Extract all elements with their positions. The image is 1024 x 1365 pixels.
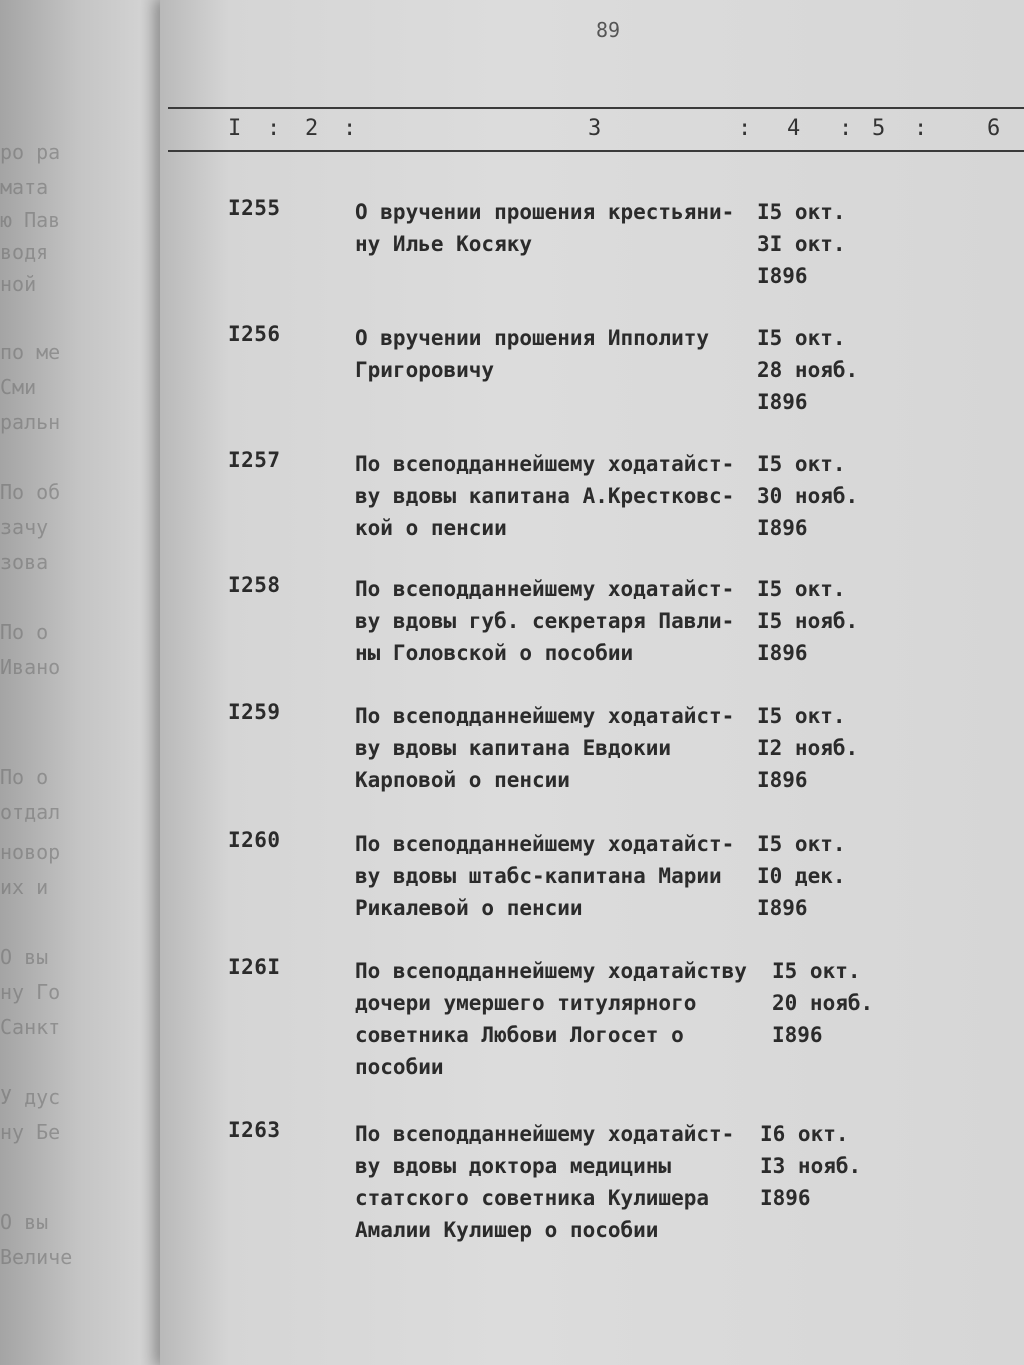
entry-description	[355, 448, 755, 544]
description-line: Карповой о пенсии	[355, 768, 570, 792]
description-line: ны Головской о пособии	[355, 641, 634, 665]
entry-dates	[757, 700, 858, 796]
description-line: статского советника Кулишера	[355, 1186, 710, 1210]
column-header-3: 3	[588, 116, 602, 141]
description-line: По всеподданнейшему ходатайст-	[355, 832, 735, 856]
entry-number: I263	[228, 1118, 281, 1142]
entry-description	[355, 700, 755, 796]
entry-dates	[757, 448, 858, 544]
entry-dates	[757, 322, 858, 418]
description-line: По всеподданнейшему ходатайст-	[355, 577, 735, 601]
entry-dates	[757, 828, 846, 924]
year: I896	[757, 641, 808, 665]
header-rule-top	[168, 107, 1024, 109]
entry-number: I26I	[228, 955, 281, 979]
end-date: I2 нояб.	[757, 736, 859, 760]
description-line: По всеподданнейшему ходатайст-	[355, 1122, 735, 1146]
end-date: 28 нояб.	[757, 358, 859, 382]
start-date: I5 окт.	[757, 452, 846, 476]
entry-description	[355, 322, 755, 386]
entry-description	[355, 573, 755, 669]
year: I896	[757, 264, 808, 288]
entry-number: I257	[228, 448, 281, 472]
entry-dates	[757, 573, 858, 669]
page-number: 89	[596, 18, 621, 42]
entry-description	[355, 1118, 755, 1246]
description-line: По всеподданнейшему ходатайст-	[355, 704, 735, 728]
column-header-2: 2	[305, 116, 319, 141]
column-separator: :	[738, 116, 752, 141]
header-rule-bottom	[168, 150, 1024, 152]
description-line: Рикалевой о пенсии	[355, 896, 583, 920]
entry-description	[355, 196, 755, 260]
start-date: I5 окт.	[757, 704, 846, 728]
description-line: ву вдовы доктора медицины	[355, 1154, 672, 1178]
entry-number: I258	[228, 573, 281, 597]
year: I896	[757, 896, 808, 920]
description-line: кой о пенсии	[355, 516, 507, 540]
column-header-1: I	[228, 116, 242, 141]
entry-number: I260	[228, 828, 281, 852]
column-separator: :	[267, 116, 281, 141]
start-date: I5 окт.	[757, 577, 846, 601]
description-line: Григоровичу	[355, 358, 495, 382]
description-line: ву вдовы штабс-капитана Марии	[355, 864, 722, 888]
entry-description	[355, 828, 755, 924]
year: I896	[757, 516, 808, 540]
start-date: I5 окт.	[772, 959, 861, 983]
entry-number: I259	[228, 700, 281, 724]
column-header-5: 5	[872, 116, 886, 141]
end-date: I3 нояб.	[760, 1154, 862, 1178]
description-line: советника Любови Логосет о	[355, 1023, 684, 1047]
description-line: дочери умершего титулярного	[355, 991, 697, 1015]
description-line: ну Илье Косяку	[355, 232, 533, 256]
entry-number: I256	[228, 322, 281, 346]
end-date: 3I окт.	[757, 232, 846, 256]
entry-dates	[760, 1118, 861, 1214]
description-line: О вручении прошения крестьяни-	[355, 200, 735, 224]
description-line: ву вдовы губ. секретаря Павли-	[355, 609, 735, 633]
end-date: 20 нояб.	[772, 991, 874, 1015]
column-separator: :	[343, 116, 357, 141]
year: I896	[757, 390, 808, 414]
entry-description	[355, 955, 755, 1083]
start-date: I5 окт.	[757, 200, 846, 224]
description-line: Амалии Кулишер о пособии	[355, 1218, 659, 1242]
column-separator: :	[839, 116, 853, 141]
year: I896	[772, 1023, 823, 1047]
previous-page-edge: ро ра мата ю Пав водя ной по ме Сми ральн По об зачу зова По о Ивано По о отдал новор их и О вы ну Го Санкт У дус ну Бе О вы Величе	[0, 0, 175, 1365]
column-separator: :	[914, 116, 928, 141]
year: I896	[757, 768, 808, 792]
entry-dates	[757, 196, 846, 292]
entry-number: I255	[228, 196, 281, 220]
description-line: ву вдовы капитана Евдокии	[355, 736, 672, 760]
description-line: ву вдовы капитана А.Кресткoвс-	[355, 484, 735, 508]
description-line: По всеподданнейшему ходатайст-	[355, 452, 735, 476]
document-page	[160, 0, 1024, 1365]
description-line: По всеподданнейшему ходатайству	[355, 959, 747, 983]
year: I896	[760, 1186, 811, 1210]
start-date: I5 окт.	[757, 326, 846, 350]
end-date: I5 нояб.	[757, 609, 859, 633]
entry-dates	[772, 955, 873, 1051]
column-header-6: 6	[987, 116, 1001, 141]
column-header-4: 4	[787, 116, 801, 141]
description-line: пособии	[355, 1055, 444, 1079]
start-date: I5 окт.	[757, 832, 846, 856]
end-date: 30 нояб.	[757, 484, 859, 508]
end-date: I0 дек.	[757, 864, 846, 888]
description-line: О вручении прошения Ипполиту	[355, 326, 710, 350]
start-date: I6 окт.	[760, 1122, 849, 1146]
